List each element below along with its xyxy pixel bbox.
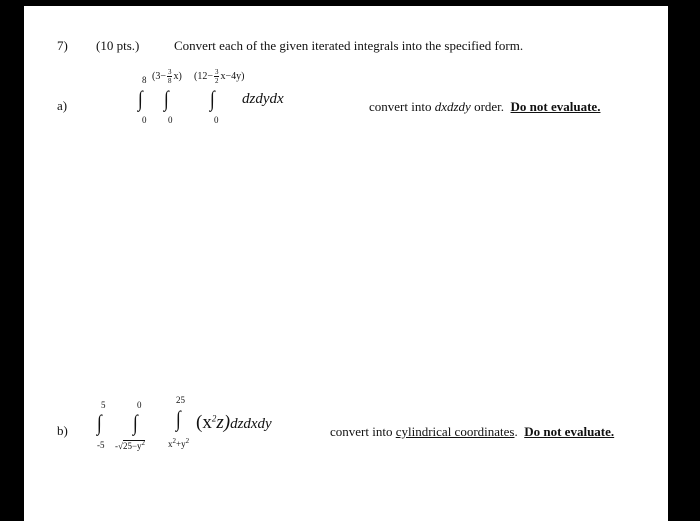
part-b-differentials: dzdxdy: [230, 416, 272, 432]
part-b-radicand-text: 25−y: [122, 441, 142, 451]
part-a-task-prefix: convert into: [369, 99, 432, 114]
part-b-integrand-exponent: 2: [211, 413, 217, 424]
part-a-label: a): [57, 98, 68, 113]
part-b-warning: Do not evaluate.: [524, 424, 615, 439]
part-b-task-prefix: convert into: [330, 424, 393, 439]
part-a-task: [369, 100, 600, 113]
part-a-differentials: dzdydx: [242, 91, 284, 107]
fraction-numerator: 3: [167, 68, 172, 76]
part-a-inner-upper-prefix: (12−: [194, 70, 213, 82]
part-a-inner-upper-suffix: x−4y): [220, 70, 245, 82]
part-b-middle-lower-limit: $-√25-y^2$: [115, 439, 146, 451]
part-b-task-suffix: .: [514, 424, 518, 439]
part-a-warning: Do not evaluate.: [510, 99, 601, 114]
worksheet-page: [24, 6, 668, 521]
part-b-integrand-open: (x: [196, 412, 212, 433]
part-b-task: [330, 425, 614, 438]
fraction-denominator: 8: [167, 77, 172, 85]
part-b-radicand-exponent: 2: [141, 439, 146, 447]
problem-points: (10 pts.): [96, 38, 140, 53]
part-b-inner-lower-x: x: [168, 439, 173, 449]
part-b-inner-lower-y: +y: [176, 439, 186, 449]
part-b-middle-integral-sign: ∫: [133, 410, 138, 435]
part-b-label: b): [57, 423, 68, 438]
part-b-task-target: cylindrical coordinates: [395, 424, 515, 439]
part-a-middle-upper-fraction: [167, 68, 173, 85]
part-a-inner-lower-limit: 0: [214, 115, 219, 125]
part-b-outer-integral-sign: ∫: [97, 410, 102, 435]
problem-number: 7): [57, 38, 68, 53]
part-a-middle-integral-sign: ∫: [164, 86, 169, 111]
part-a-inner-upper-fraction: [214, 68, 220, 85]
fraction-numerator: 3: [214, 68, 219, 76]
fraction-denominator: 2: [214, 77, 219, 85]
part-a-middle-lower-limit: 0: [168, 115, 173, 125]
part-b-inner-upper-limit: 25: [176, 395, 185, 405]
part-b-outer-lower-limit: -5: [97, 440, 105, 450]
part-b-radicand: [123, 440, 145, 451]
part-a-task-suffix: order.: [474, 99, 505, 114]
part-a-outer-upper-limit: 8: [142, 75, 147, 85]
part-a-task-order: dxdzdy: [434, 99, 471, 114]
part-b-integrand-close: z): [216, 412, 231, 433]
part-b-outer-upper-limit: 5: [101, 400, 106, 410]
part-a-outer-integral-sign: ∫: [138, 86, 143, 111]
part-b-inner-lower-exp1: 2: [172, 437, 176, 445]
part-a-inner-upper-limit: [194, 68, 244, 85]
part-b-middle-lower-sign: -: [115, 441, 118, 451]
part-b-inner-integral-sign: ∫: [176, 406, 181, 431]
part-b-middle-upper-limit: 0: [137, 400, 142, 410]
problem-instruction: Convert each of the given iterated integrals into the specified form.: [174, 38, 524, 53]
part-a-middle-upper-prefix: (3−: [152, 70, 166, 82]
part-a-outer-lower-limit: 0: [142, 115, 147, 125]
part-b-inner-lower-limit: [168, 438, 189, 449]
part-a-inner-integral-sign: ∫: [210, 86, 215, 111]
part-b-integrand: [196, 413, 272, 432]
part-a-middle-upper-limit: [152, 68, 182, 85]
part-a-middle-upper-suffix: x): [173, 70, 182, 82]
part-b-inner-lower-exp2: 2: [185, 437, 190, 445]
